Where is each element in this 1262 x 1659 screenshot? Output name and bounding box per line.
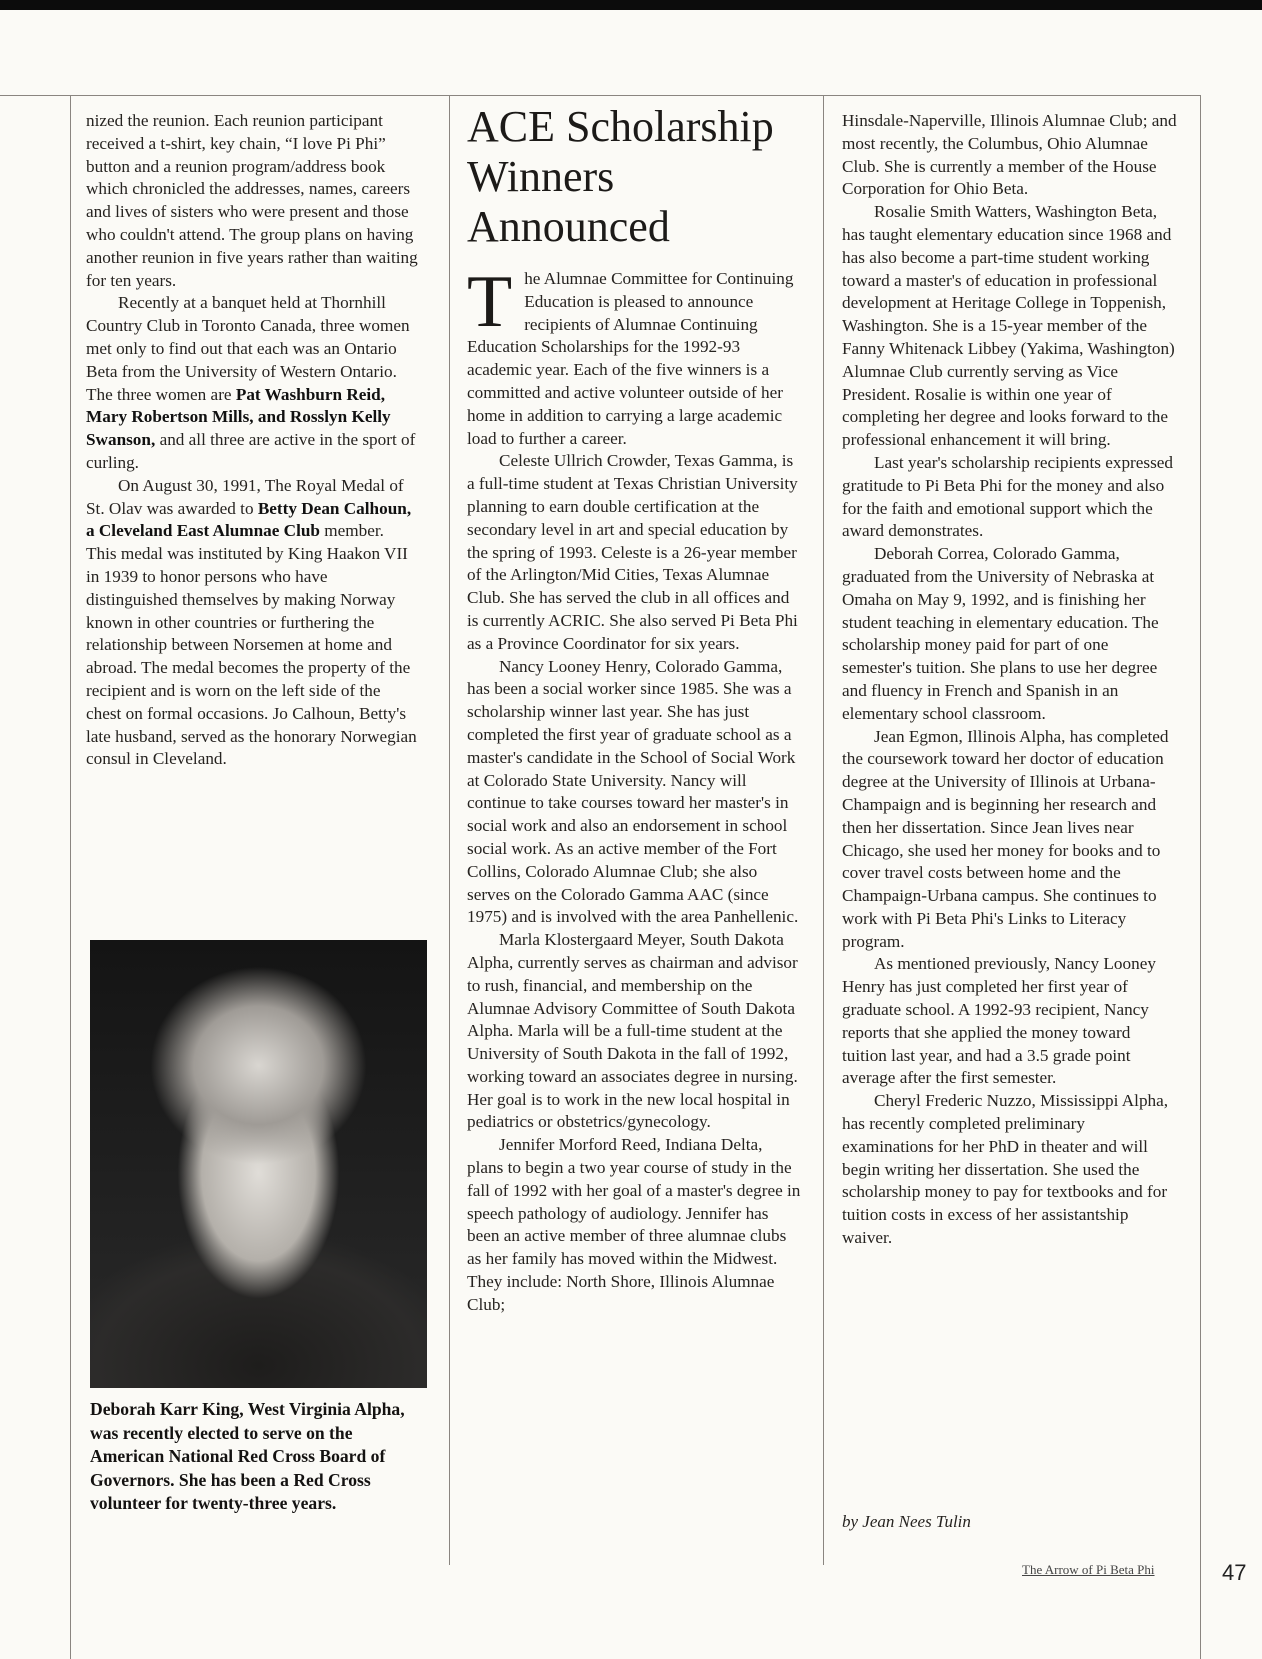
header-rule [0, 95, 1200, 96]
recipient-paragraph: Deborah Correa, Colorado Gamma, graduated from the University of Nebraska at Omaha on May 9, 1992, and is finishing her student teaching in elementary education. The scholarship money paid for part of one semester's tuition. She plans to use her degree and fluency in French and Spanish in an elementary school classroom. [842, 544, 1159, 723]
intro-paragraph: The Alumnae Committee for Continuing Education is pleased to announce recipients of Alumnae Continuing Education Scholarships for the 1992-93 academic year. Each of the five winners is a committed and active volunteer outside of her home in addition to carrying a large academic load to further a career. [467, 261, 794, 448]
recipient-paragraph: Jean Egmon, Illinois Alpha, has completed the coursework toward her doctor of education degree at the University of Illinois at Urbana-Champaign and is beginning her research and then her dissertation. Since Jean lives near Chicago, she used her money for books and to cover travel costs between home and the Champaign-Urbana campus. She continues to work with Pi Beta Phi's Links to Literacy program. [842, 726, 1169, 951]
recipient-paragraph: As mentioned previously, Nancy Looney Henry has just completed her first year of graduate school. A 1992-93 recipient, Nancy reports that she applied the money toward tuition last year, and had a 3.5 grade point average after the first semester. [842, 954, 1156, 1088]
curling-paragraph: Recently at a banquet held at Thornhill Country Club in Toronto Canada, three women met only to find out that each was an Ontario Beta from the University of Western Ontario. The three women are Pat Washburn Reid, Mary Robertson Mills, and Rosslyn Kelly Swanson, and all three are active in the sport of curling. [86, 293, 416, 472]
winner-paragraph: Rosalie Smith Watters, Washington Beta, has taught elementary education since 1968 and has also become a part-time student working toward a master's of education in professional development at Heritage College in Toppenish, Washington. She is a 15-year member of the Fanny Whitenack Libbey (Yakima, Washington) Alumnae Club currently serving as Vice President. Rosalie is within one year of completing her degree and looks forward to the professional enhancement it will bring. [842, 202, 1175, 450]
column-left [86, 110, 418, 771]
right-rule [1200, 95, 1201, 1659]
article-headline: ACE Scholarship Winners Announced [467, 102, 774, 251]
curling-names: Pat Washburn Reid, Mary Robertson Mills, and Rosslyn Kelly Swanson, [86, 384, 391, 450]
column-rule-2 [823, 95, 824, 1565]
photo-caption: Deborah Karr King, West Virginia Alpha, was recently elected to serve on the American National Red Cross Board of Governors. She has been a Red Cross volunteer for twenty-three years. [90, 1399, 405, 1513]
winner-paragraph: Marla Klostergaard Meyer, South Dakota Alpha, currently serves as chairman and advisor to rush, financial, and membership on the Alumnae Advisory Committee of South Dakota Alpha. Marla will be a full-time student at the University of South Dakota in the fall of 1992, working toward an associates degree in nursing. Her goal is to work in the new local hospital in pediatrics or obstetrics/gynecology. [467, 930, 798, 1132]
continued-paragraph: Hinsdale-Naperville, Illinois Alumnae Club; and most recently, the Columbus, Ohio Alumnae Club. She is currently a member of the House Corporation for Ohio Beta. [842, 111, 1177, 199]
recipients-paragraph: Last year's scholarship recipients expressed gratitude to Pi Beta Phi for the money and also for the faith and emotional support which the award demonstrates. [842, 452, 1174, 541]
top-bar [0, 0, 1262, 10]
portrait-photo [90, 940, 427, 1388]
winner-paragraph: Nancy Looney Henry, Colorado Gamma, has been a social worker since 1985. She was a scholarship winner last year. She has just completed the first year of graduate school as a master's candidate in the School of Social Work at Colorado State University. Nancy will continue to take courses toward her master's in social work and also an endorsement in school social work. As an active member of the Fort Collins, Colorado Alumnae Club; she also serves on the Colorado Gamma AAC (since 1975) and is involved with the area Panhellenic. [467, 656, 799, 927]
winner-paragraph: Celeste Ullrich Crowder, Texas Gamma, is a full-time student at Texas Christian University planning to earn double certification at the secondary level in art and special education by the spring of 1993. Celeste is a 26-year member of the Arlington/Mid Cities, Texas Alumnae Club. She has served the club in all offices and is currently ACRIC. She also served Pi Beta Phi as a Province Coordinator for six years. [467, 451, 798, 653]
page-number: 47 [1222, 1560, 1247, 1585]
recipient-paragraph: Cheryl Frederic Nuzzo, Mississippi Alpha, has recently completed preliminary examinations for her PhD in theater and will begin writing her dissertation. She used the scholarship money to pay for textbooks and for tuition costs in excess of her assistantship waiver. [842, 1091, 1169, 1248]
medal-recipient: Betty Dean Calhoun, a Cleveland East Alumnae Club [86, 498, 412, 541]
left-rule [70, 95, 71, 1659]
column-right [842, 110, 1178, 1250]
column-rule-1 [449, 95, 450, 1565]
medal-paragraph: On August 30, 1991, The Royal Medal of St. Olav was awarded to Betty Dean Calhoun, a Cleveland East Alumnae Club member. This medal was instituted by King Haakon VII in 1939 to honor persons who have distinguished themselves by making Norway known in other countries or furthering the relationship between Norsemen at home and abroad. The medal becomes the property of the recipient and is worn on the left side of the chest on formal occasions. Jo Calhoun, Betty's late husband, served as the honorary Norwegian consul in Cleveland. [86, 475, 417, 769]
winner-paragraph: Jennifer Morford Reed, Indiana Delta, plans to begin a two year course of study in the fall of 1992 with her goal of a master's degree in speech pathology of audiology. Jennifer has been an active member of three alumnae clubs as her family has moved within the Midwest. They include: North Shore, Illinois Alumnae Club; [467, 1135, 801, 1314]
publication-title: The Arrow of Pi Beta Phi [1022, 1562, 1155, 1577]
reunion-paragraph: nized the reunion. Each reunion participant received a t-shirt, key chain, “I love Pi Phi” button and a reunion program/address book which chronicled the addresses, names, careers and lives of sisters who were present and those who couldn't attend. The group plans on having another reunion in five years rather than waiting for ten years. [86, 111, 418, 290]
drop-cap: T [467, 261, 513, 343]
column-middle [467, 102, 803, 1317]
byline: by Jean Nees Tulin [842, 1512, 971, 1531]
